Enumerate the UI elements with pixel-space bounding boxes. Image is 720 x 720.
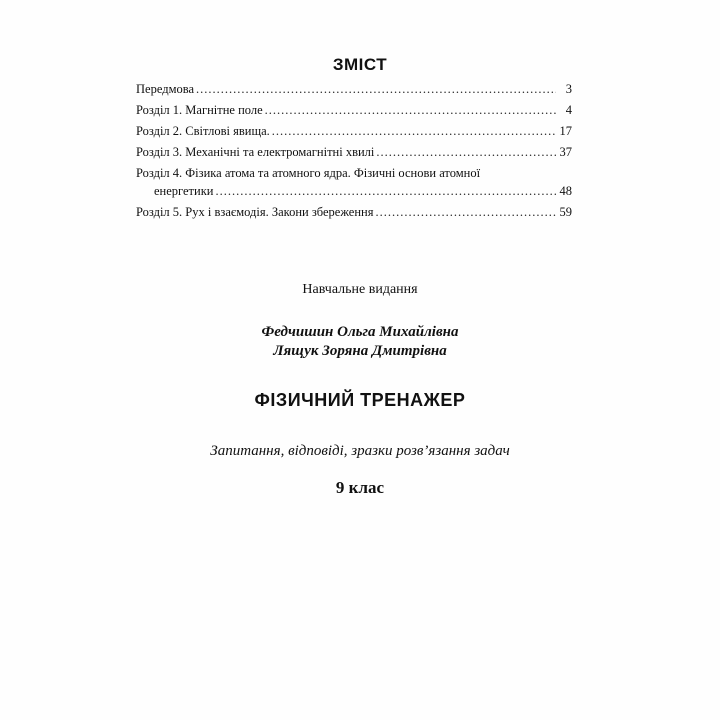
table-of-contents xyxy=(136,80,572,224)
toc-page-number: 3 xyxy=(565,82,572,96)
author-name: Лящук Зоряна Дмитрівна xyxy=(273,343,447,359)
toc-entry-label: Розділ 4. Фізика атома та атомного ядра. Фізичні основи атомної xyxy=(136,166,481,180)
toc-entry-section-2[interactable] xyxy=(136,122,572,140)
toc-page-number: 48 xyxy=(559,184,572,198)
toc-page-number: 37 xyxy=(559,145,572,159)
toc-page-number: 17 xyxy=(559,124,572,138)
book-title: ФІЗИЧНИЙ ТРЕНАЖЕР xyxy=(254,390,466,410)
toc-entry-section-4[interactable] xyxy=(136,164,572,200)
toc-entry-section-1[interactable] xyxy=(136,101,572,119)
toc-leader-dots xyxy=(376,203,557,221)
toc-entry-label: Передмова xyxy=(136,82,195,96)
toc-entry-label: Розділ 5. Рух і взаємодія. Закони збереження xyxy=(136,205,374,219)
grade-label: 9 клас xyxy=(335,478,385,497)
toc-entry-section-5[interactable] xyxy=(136,203,572,221)
toc-entry-label: Розділ 2. Світлові явища. xyxy=(136,124,270,138)
author-name: Федчишин Ольга Михайлівна xyxy=(261,324,459,340)
toc-leader-dots xyxy=(215,182,556,200)
toc-entry-label: Розділ 1. Магнітне поле xyxy=(136,103,263,117)
toc-leader-dots xyxy=(265,101,556,119)
toc-leader-dots xyxy=(272,122,556,140)
toc-entry-section-3[interactable] xyxy=(136,143,572,161)
toc-page-number: 59 xyxy=(559,205,572,219)
toc-entry-label: Розділ 3. Механічні та електромагнітні хвилі xyxy=(136,145,375,159)
toc-entry-preface[interactable] xyxy=(136,80,572,98)
edition-type: Навчальне видання xyxy=(302,282,418,297)
authors-block xyxy=(0,323,720,361)
book-subtitle: Запитання, відповіді, зразки розв’язання задач xyxy=(210,443,510,459)
toc-heading: ЗМІСТ xyxy=(332,55,388,74)
toc-leader-dots xyxy=(376,143,556,161)
toc-leader-dots xyxy=(196,80,556,98)
toc-page-number: 4 xyxy=(565,103,572,117)
toc-entry-label-continued: енергетики xyxy=(154,184,214,198)
